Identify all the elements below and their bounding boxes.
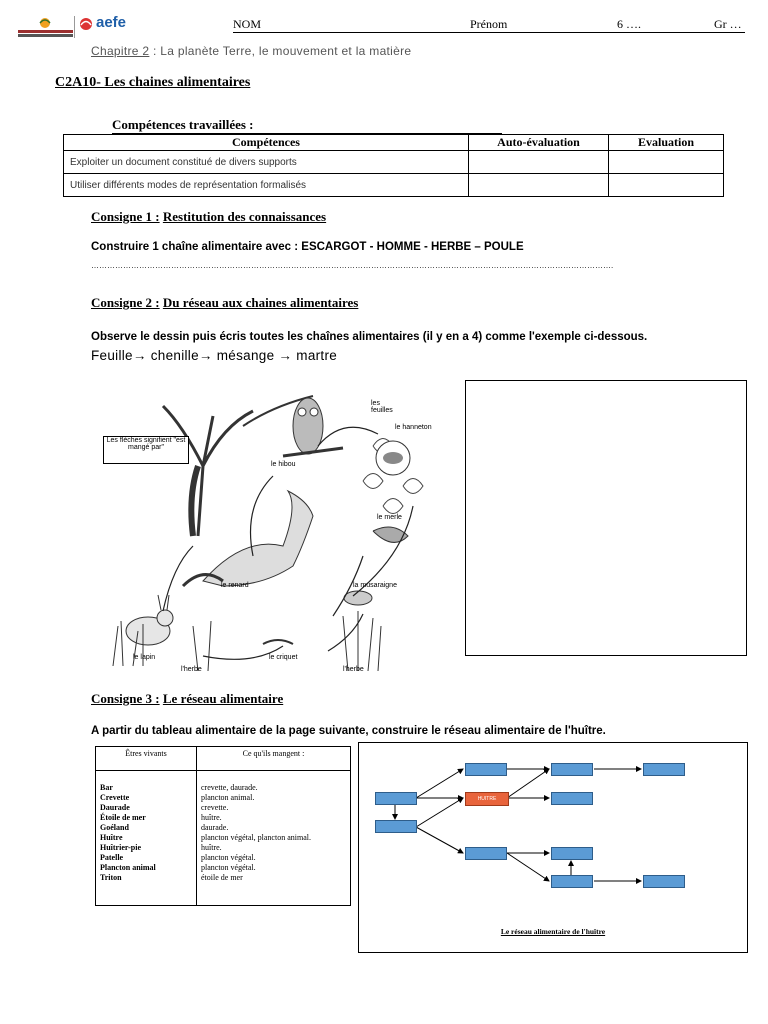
label-feuilles: les feuilles: [371, 400, 393, 414]
school-logo: [18, 17, 73, 39]
consigne3-heading: [91, 691, 283, 707]
chapter-prefix: Chapitre 2: [91, 44, 150, 58]
consigne1-instruction: Construire 1 chaîne alimentaire avec : ESCARGOT - HOMME - HERBE – POULE: [91, 241, 524, 253]
consigne2-instruction: Observe le dessin puis écris toutes les chaînes alimentaires (il y en a 4) comme l'exemple ci-dessous.: [91, 331, 648, 343]
food-row-diet: plancton végétal.: [201, 863, 256, 872]
diagram-box[interactable]: [465, 847, 507, 860]
diagram-box[interactable]: [551, 847, 593, 860]
food-table-col2: Ce qu'ils mangent :: [197, 747, 351, 771]
consigne3-label: Consigne 3 :: [91, 691, 160, 706]
aefe-logo: [78, 16, 94, 37]
consigne3-instruction: A partir du tableau alimentaire de la page suivante, construire le réseau alimentaire de l'huître.: [91, 725, 606, 737]
food-row-name: Crevette: [100, 793, 130, 802]
consigne1-answer-line[interactable]: …………………………………………………………………………………………………………………………………………………………………………….: [91, 261, 614, 270]
food-row-diet: étoile de mer: [201, 873, 243, 882]
label-musaraigne: la musaraigne: [353, 582, 397, 589]
groupe-label: Gr …: [714, 17, 742, 31]
col-competences: Compétences: [64, 135, 469, 151]
food-web-diagram: [358, 742, 748, 953]
competence-row: Utiliser différents modes de représentation formalisés: [64, 174, 469, 197]
food-row-name: Huître: [100, 833, 123, 842]
drawing-legend-box: [103, 436, 189, 464]
logo-divider: [74, 16, 75, 38]
label-herbe-right: l'herbe: [343, 666, 364, 673]
page-title: C2A10- Les chaines alimentaires: [55, 75, 251, 90]
diagram-box[interactable]: [375, 820, 417, 833]
competences-heading-text: Compétences travaillées :: [112, 117, 254, 132]
food-row-name: Bar: [100, 783, 113, 792]
consigne1-title: Restitution des connaissances: [162, 209, 327, 224]
food-row-name: Étoile de mer: [100, 813, 146, 822]
food-row-name: Daurade: [100, 803, 130, 812]
label-hibou: le hibou: [271, 461, 296, 468]
food-row-diet: crevette.: [201, 803, 229, 812]
food-row-name: Patelle: [100, 853, 124, 862]
food-table-diets: [197, 771, 351, 906]
food-row-diet: huître.: [201, 843, 222, 852]
drawing-legend: Les flèches signifient "est mangé par": [106, 437, 186, 451]
header-line: [233, 32, 745, 33]
diagram-box[interactable]: [643, 763, 685, 776]
food-row-diet: plancton végétal.: [201, 853, 256, 862]
consigne1-heading: [91, 209, 326, 225]
label-hanneton: le hanneton: [395, 424, 432, 431]
aefe-logo-text: aefe: [96, 14, 127, 31]
label-renard: le renard: [221, 582, 249, 589]
consigne2-heading: [91, 295, 358, 311]
prenom-label: Prénom: [470, 17, 508, 31]
consigne3-title: Le réseau alimentaire: [162, 691, 284, 706]
food-row-diet: daurade.: [201, 823, 229, 832]
label-merle: le merle: [377, 514, 402, 521]
competences-heading: [112, 117, 502, 134]
diagram-box[interactable]: [375, 792, 417, 805]
col-auto-evaluation: Auto-évaluation: [469, 135, 609, 151]
col-evaluation: Evaluation: [609, 135, 724, 151]
consigne2-label: Consigne 2 :: [91, 295, 160, 310]
diagram-box[interactable]: [551, 763, 593, 776]
food-table: [95, 746, 351, 906]
diagram-huitre-box: [465, 792, 509, 806]
classe-label: 6 ….: [617, 17, 641, 31]
chapter-title: : La planète Terre, le mouvement et la matière: [149, 44, 412, 58]
food-table-names: [96, 771, 197, 906]
auto-eval-cell[interactable]: [469, 151, 609, 174]
food-row-name: Huîtrier-pie: [100, 843, 142, 852]
competence-row: Exploiter un document constitué de divers supports: [64, 151, 469, 174]
diagram-box[interactable]: [465, 763, 507, 776]
diagram-box[interactable]: [643, 875, 685, 888]
food-row-name: Goéland: [100, 823, 129, 832]
competences-table: [63, 134, 724, 197]
label-lapin: le lapin: [133, 654, 156, 661]
eval-cell[interactable]: [609, 174, 724, 197]
consigne2-example: Feuille→ chenille→ mésange → martre: [91, 348, 338, 363]
food-web-drawing: [103, 386, 433, 676]
food-row-diet: plancton animal.: [201, 793, 255, 802]
food-table-col1: Êtres vivants: [96, 747, 197, 771]
food-row-name: Plancton animal: [100, 863, 156, 872]
label-herbe-left: l'herbe: [181, 666, 202, 673]
consigne2-title: Du réseau aux chaines alimentaires: [162, 295, 359, 310]
eval-cell[interactable]: [609, 151, 724, 174]
food-row-diet: plancton végétal, plancton animal.: [201, 833, 311, 842]
diagram-caption: Le réseau alimentaire de l'huître: [500, 927, 606, 936]
auto-eval-cell[interactable]: [469, 174, 609, 197]
answer-box[interactable]: [465, 380, 747, 656]
chapter-line: [91, 44, 411, 58]
nom-label: NOM: [233, 17, 262, 31]
food-row-diet: crevette, daurade.: [201, 783, 258, 792]
diagram-huitre-label: HUITRE: [477, 796, 497, 802]
diagram-box[interactable]: [551, 792, 593, 805]
label-criquet: le criquet: [269, 654, 298, 661]
food-row-name: Triton: [100, 873, 122, 882]
diagram-box[interactable]: [551, 875, 593, 888]
food-row-diet: huître.: [201, 813, 222, 822]
consigne1-label: Consigne 1 :: [91, 209, 160, 224]
